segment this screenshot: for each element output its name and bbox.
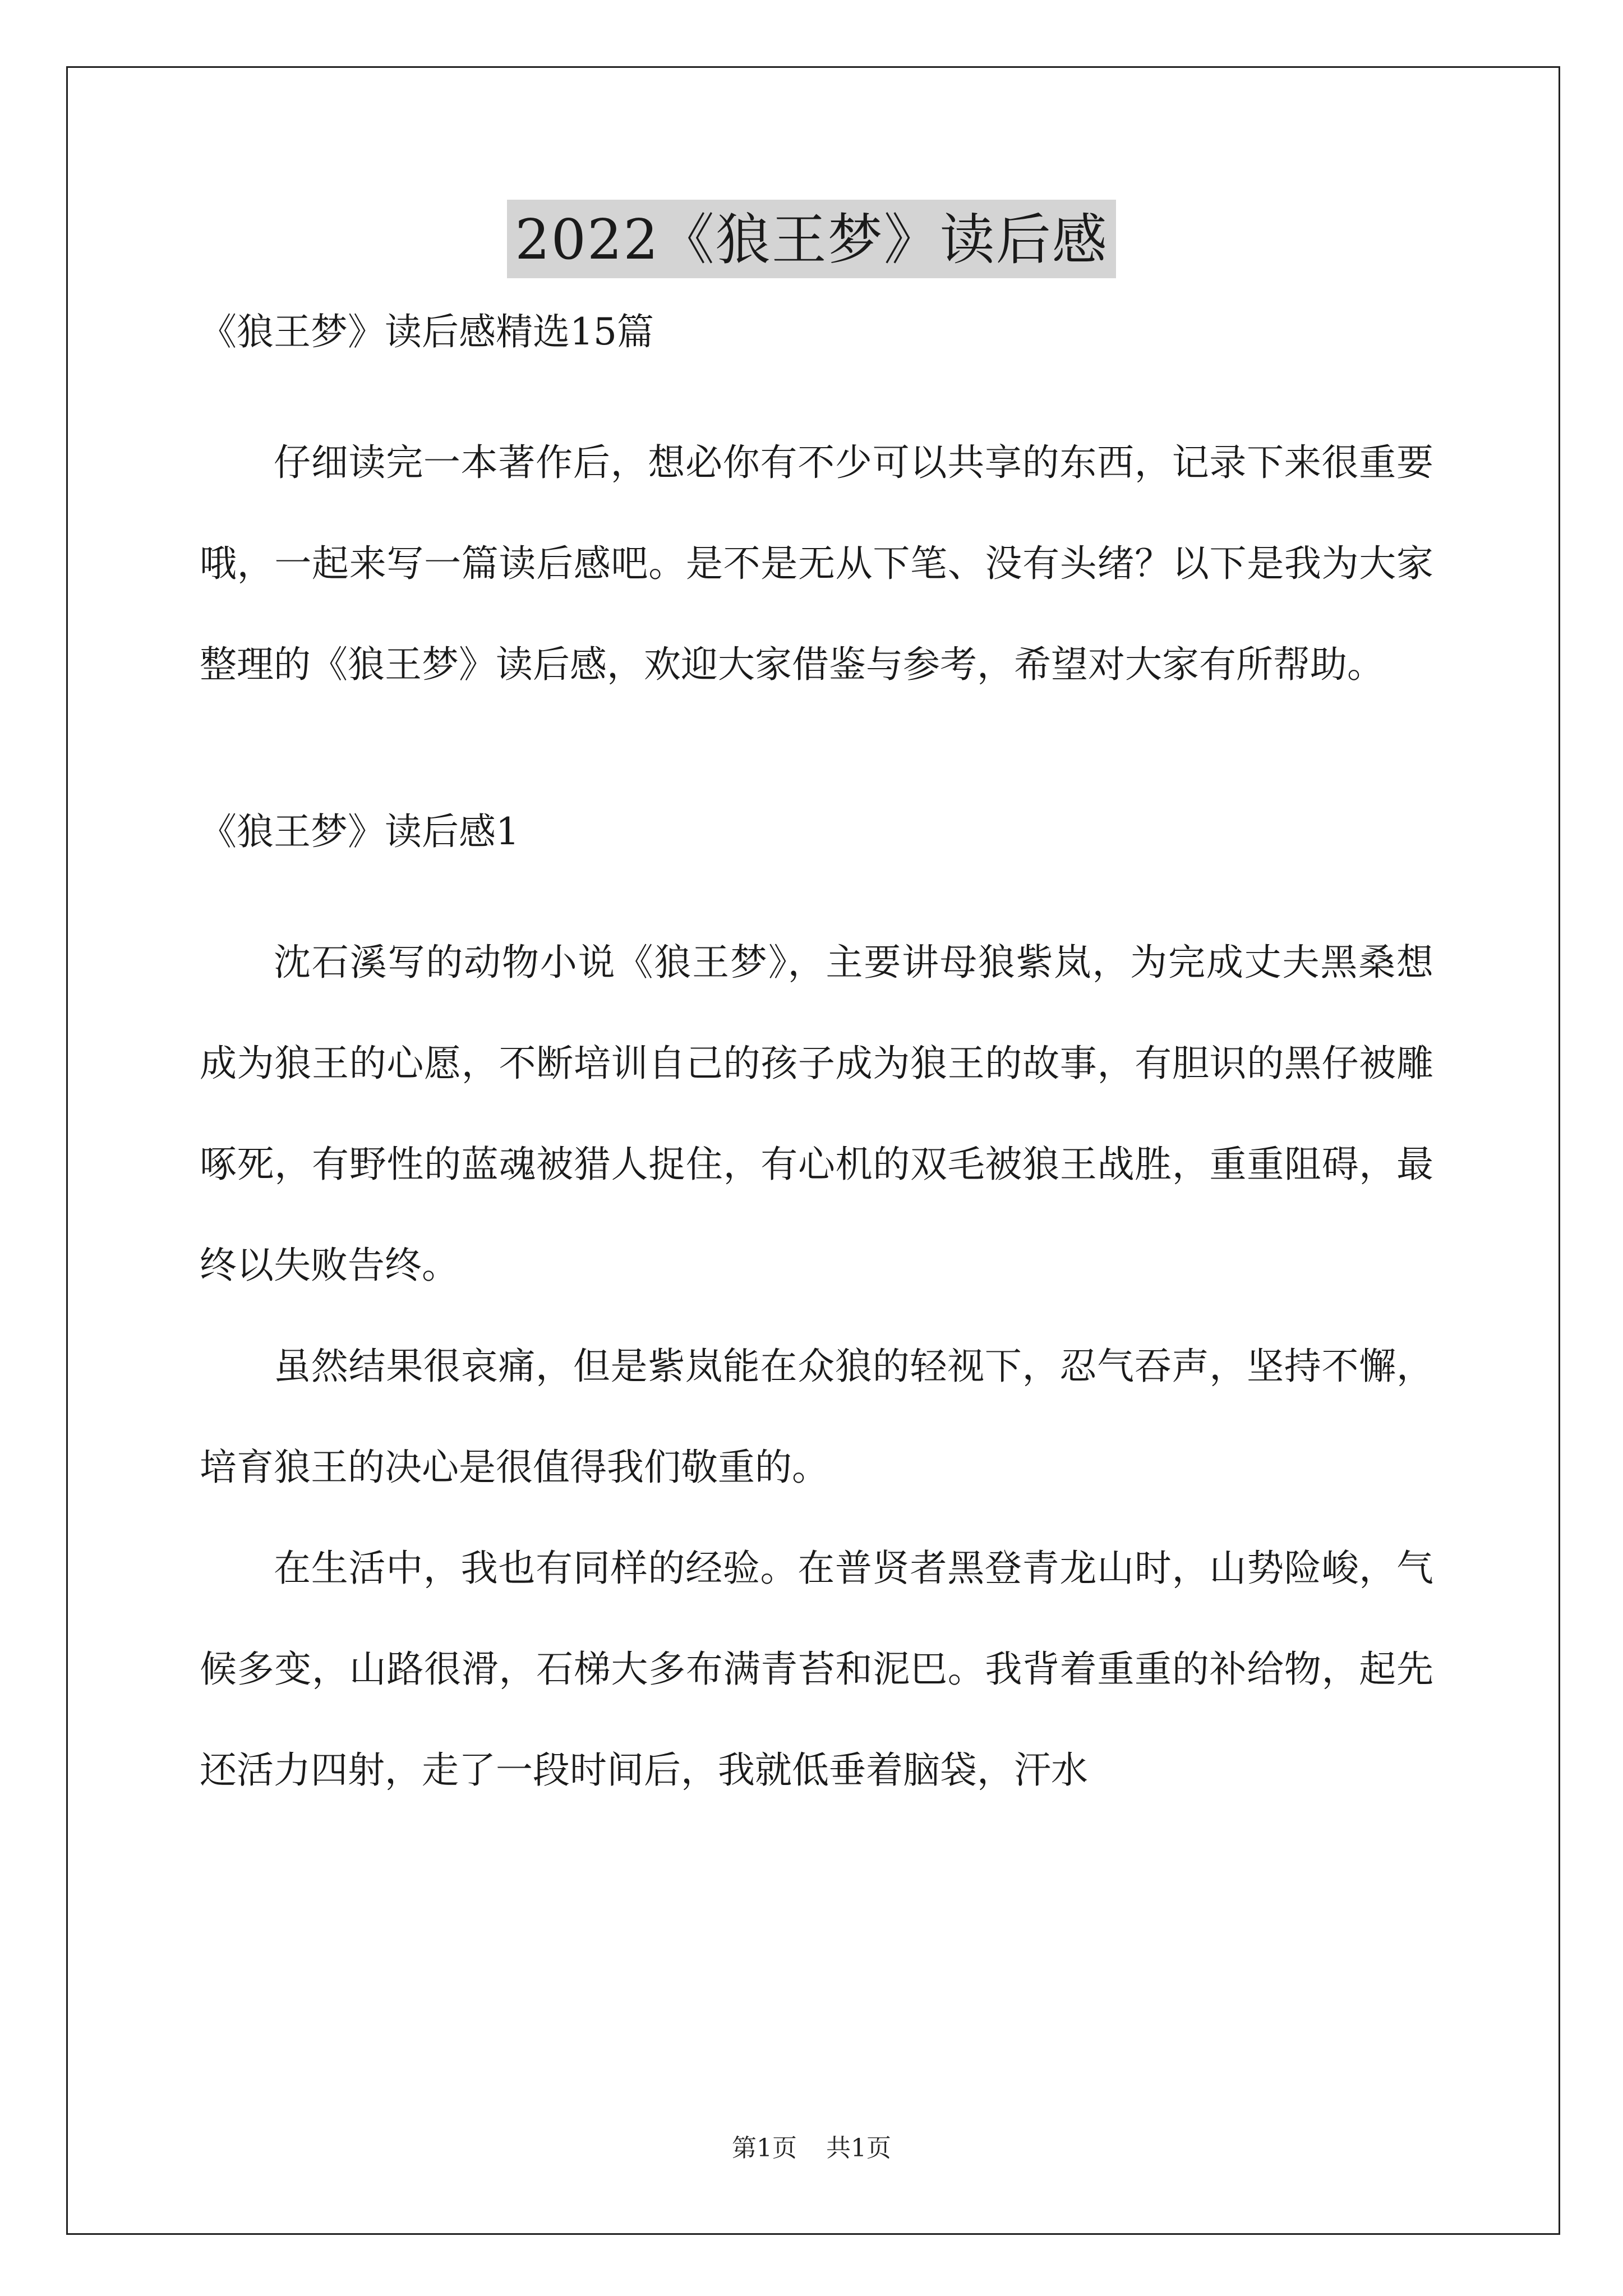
body-paragraph: 沈石溪写的动物小说《狼王梦》，主要讲母狼紫岚，为完成丈夫黑桑想成为狼王的心愿，不断培训自己的孩子成为狼王的故事，有胆识的黑仔被雕啄死，有野性的蓝魂被猎人捉住，有心机的双毛被狼王战胜，重重阻碍，最终以失败告终。 bbox=[200, 941, 1433, 1287]
title-container bbox=[0, 200, 1623, 278]
page-number: 第1页 bbox=[732, 2134, 797, 2162]
document-title: 2022《狼王梦》读后感 bbox=[507, 200, 1115, 278]
page-footer bbox=[0, 2132, 1623, 2165]
intro-paragraph: 仔细读完一本著作后，想必你有不少可以共享的东西，记录下来很重要哦，一起来写一篇读后感吧。是不是无从下笔、没有头绪？以下是我为大家整理的《狼王梦》读后感，欢迎大家借鉴与参考，希望对大家有所帮助。 bbox=[200, 441, 1433, 686]
body-paragraph: 在生活中，我也有同样的经验。在普贤者黑登青龙山时，山势险峻，气候多变，山路很滑，石梯大多布满青苔和泥巴。我背着重重的补给物，起先还活力四射，走了一段时间后，我就低垂着脑袋，汗水 bbox=[200, 1547, 1433, 1792]
document-body bbox=[200, 307, 1433, 1821]
section-heading: 《狼王梦》读后感1 bbox=[200, 810, 519, 853]
subtitle: 《狼王梦》读后感精选15篇 bbox=[200, 310, 654, 353]
page-total: 共1页 bbox=[826, 2134, 891, 2162]
body-paragraph: 虽然结果很哀痛，但是紫岚能在众狼的轻视下，忍气吞声，坚持不懈，培育狼王的决心是很值得我们敬重的。 bbox=[200, 1345, 1433, 1489]
